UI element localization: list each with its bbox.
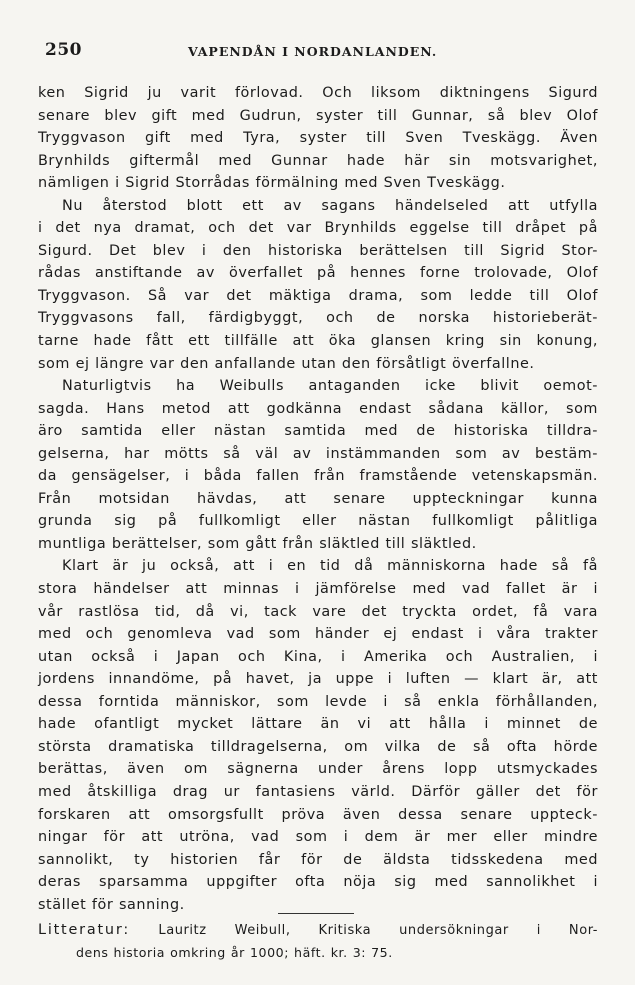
text-line: Nu återstod blott ett av sagans händelseled att utfylla — [62, 197, 598, 214]
text-line: tarne hade fått ett tillfälle att öka glansen kring sin konung, — [38, 333, 598, 350]
text-line: största dramatiska tilldragelserna, om vilka de så ofta hörde — [38, 738, 598, 755]
literature-label: Litteratur: — [38, 922, 130, 939]
text-line: Brynhilds giftermål med Gunnar hade här sin motsvarighet, — [38, 152, 598, 169]
text-line: dessa forntida människor, som levde i så enkla förhållanden, — [38, 693, 598, 710]
text-line: nämligen i Sigrid Storrådas förmälning med Sven Tveskägg. — [38, 175, 506, 192]
text-line: sagda. Hans metod att godkänna endast sådana källor, som — [38, 400, 598, 417]
text-line: med åtskilliga drag ur fantasiens värld. Därför gäller det för — [38, 783, 598, 800]
section-divider — [278, 913, 354, 914]
text-line: Tryggvason. Så var det mäktiga drama, som ledde till Olof — [38, 287, 598, 304]
text-line: Sigurd. Det blev i den historiska berättelsen till Sigrid Stor- — [38, 242, 598, 259]
text-line: jordens innandöme, på havet, ja uppe i luften — klart är, att — [38, 671, 598, 688]
text-line: Tryggvasons fall, färdigbyggt, och de norska historieberät- — [38, 310, 598, 327]
text-line: rådas anstiftande av överfallet på hennes forne trolovade, Olof — [38, 265, 598, 282]
text-line: stora händelser att minnas i jämförelse med vad fallet är i — [38, 581, 598, 598]
running-title: VAPENDÅN I NORDANLANDEN. — [188, 44, 438, 59]
page-number: 250 — [45, 40, 82, 60]
literature-citation: Lauritz Weibull, Kritiska undersökningar i Nor- — [158, 923, 599, 939]
text-line: ningar för att utröna, vad som i dem är mer eller mindre — [38, 829, 598, 846]
text-line: Tryggvason gift med Tyra, syster till Sven Tveskägg. Även — [38, 130, 598, 147]
text-line: hade ofantligt mycket lättare än vi att hålla i minnet de — [38, 716, 598, 733]
text-line: ken Sigrid ju varit förlovad. Och liksom diktningens Sigurd — [38, 85, 598, 101]
text-line: utan också i Japan och Kina, i Amerika och Australien, i — [38, 648, 598, 665]
text-line: grunda sig på fullkomligt eller nästan fullkomligt pålitliga — [38, 513, 598, 530]
text-line: gelserna, har mötts så väl av instämmanden som av bestäm- — [38, 445, 598, 462]
body-text — [38, 82, 598, 963]
text-line: Naturligtvis ha Weibulls antaganden icke blivit oemot- — [62, 378, 598, 395]
text-line: deras sparsamma uppgifter ofta nöja sig med sannolikhet i — [38, 874, 598, 891]
text-line: muntliga berättelser, som gått från släktled till släktled. — [38, 535, 477, 552]
text-line: i det nya dramat, och det var Brynhilds eggelse till dråpet på — [38, 220, 598, 237]
text-line: senare blev gift med Gudrun, syster till Gunnar, så blev Olof — [38, 107, 598, 124]
text-line: vår rastlösa tid, då vi, tack vare det tryckta ordet, få vara — [38, 603, 598, 620]
text-line: da gensägelser, i båda fallen från framstående vetenskapsmän. — [38, 468, 598, 485]
text-line: berättas, även om sägnerna under årens lopp utsmyckades — [38, 761, 598, 778]
text-line: som ej längre var den anfallande utan den försåtligt överfallne. — [38, 355, 535, 372]
text-line: Klart är ju också, att i en tid då människorna hade så få — [62, 558, 598, 575]
text-line: sannolikt, ty historien får för de äldsta tidsskedena med — [38, 851, 598, 868]
text-line: med och genomleva vad som händer ej endast i våra trakter — [38, 626, 598, 643]
literature-reference — [38, 919, 598, 943]
text-line: äro samtida eller nästan samtida med de historiska tilldra- — [38, 423, 598, 440]
literature-citation-cont: dens historia omkring år 1000; häft. kr. 3: 75. — [76, 944, 393, 960]
text-line: stället för sanning. — [38, 896, 185, 913]
text-line: Från motsidan hävdas, att senare uppteckningar kunna — [38, 490, 598, 507]
text-line: forskaren att omsorgsfullt pröva även dessa senare uppteck- — [38, 806, 598, 823]
